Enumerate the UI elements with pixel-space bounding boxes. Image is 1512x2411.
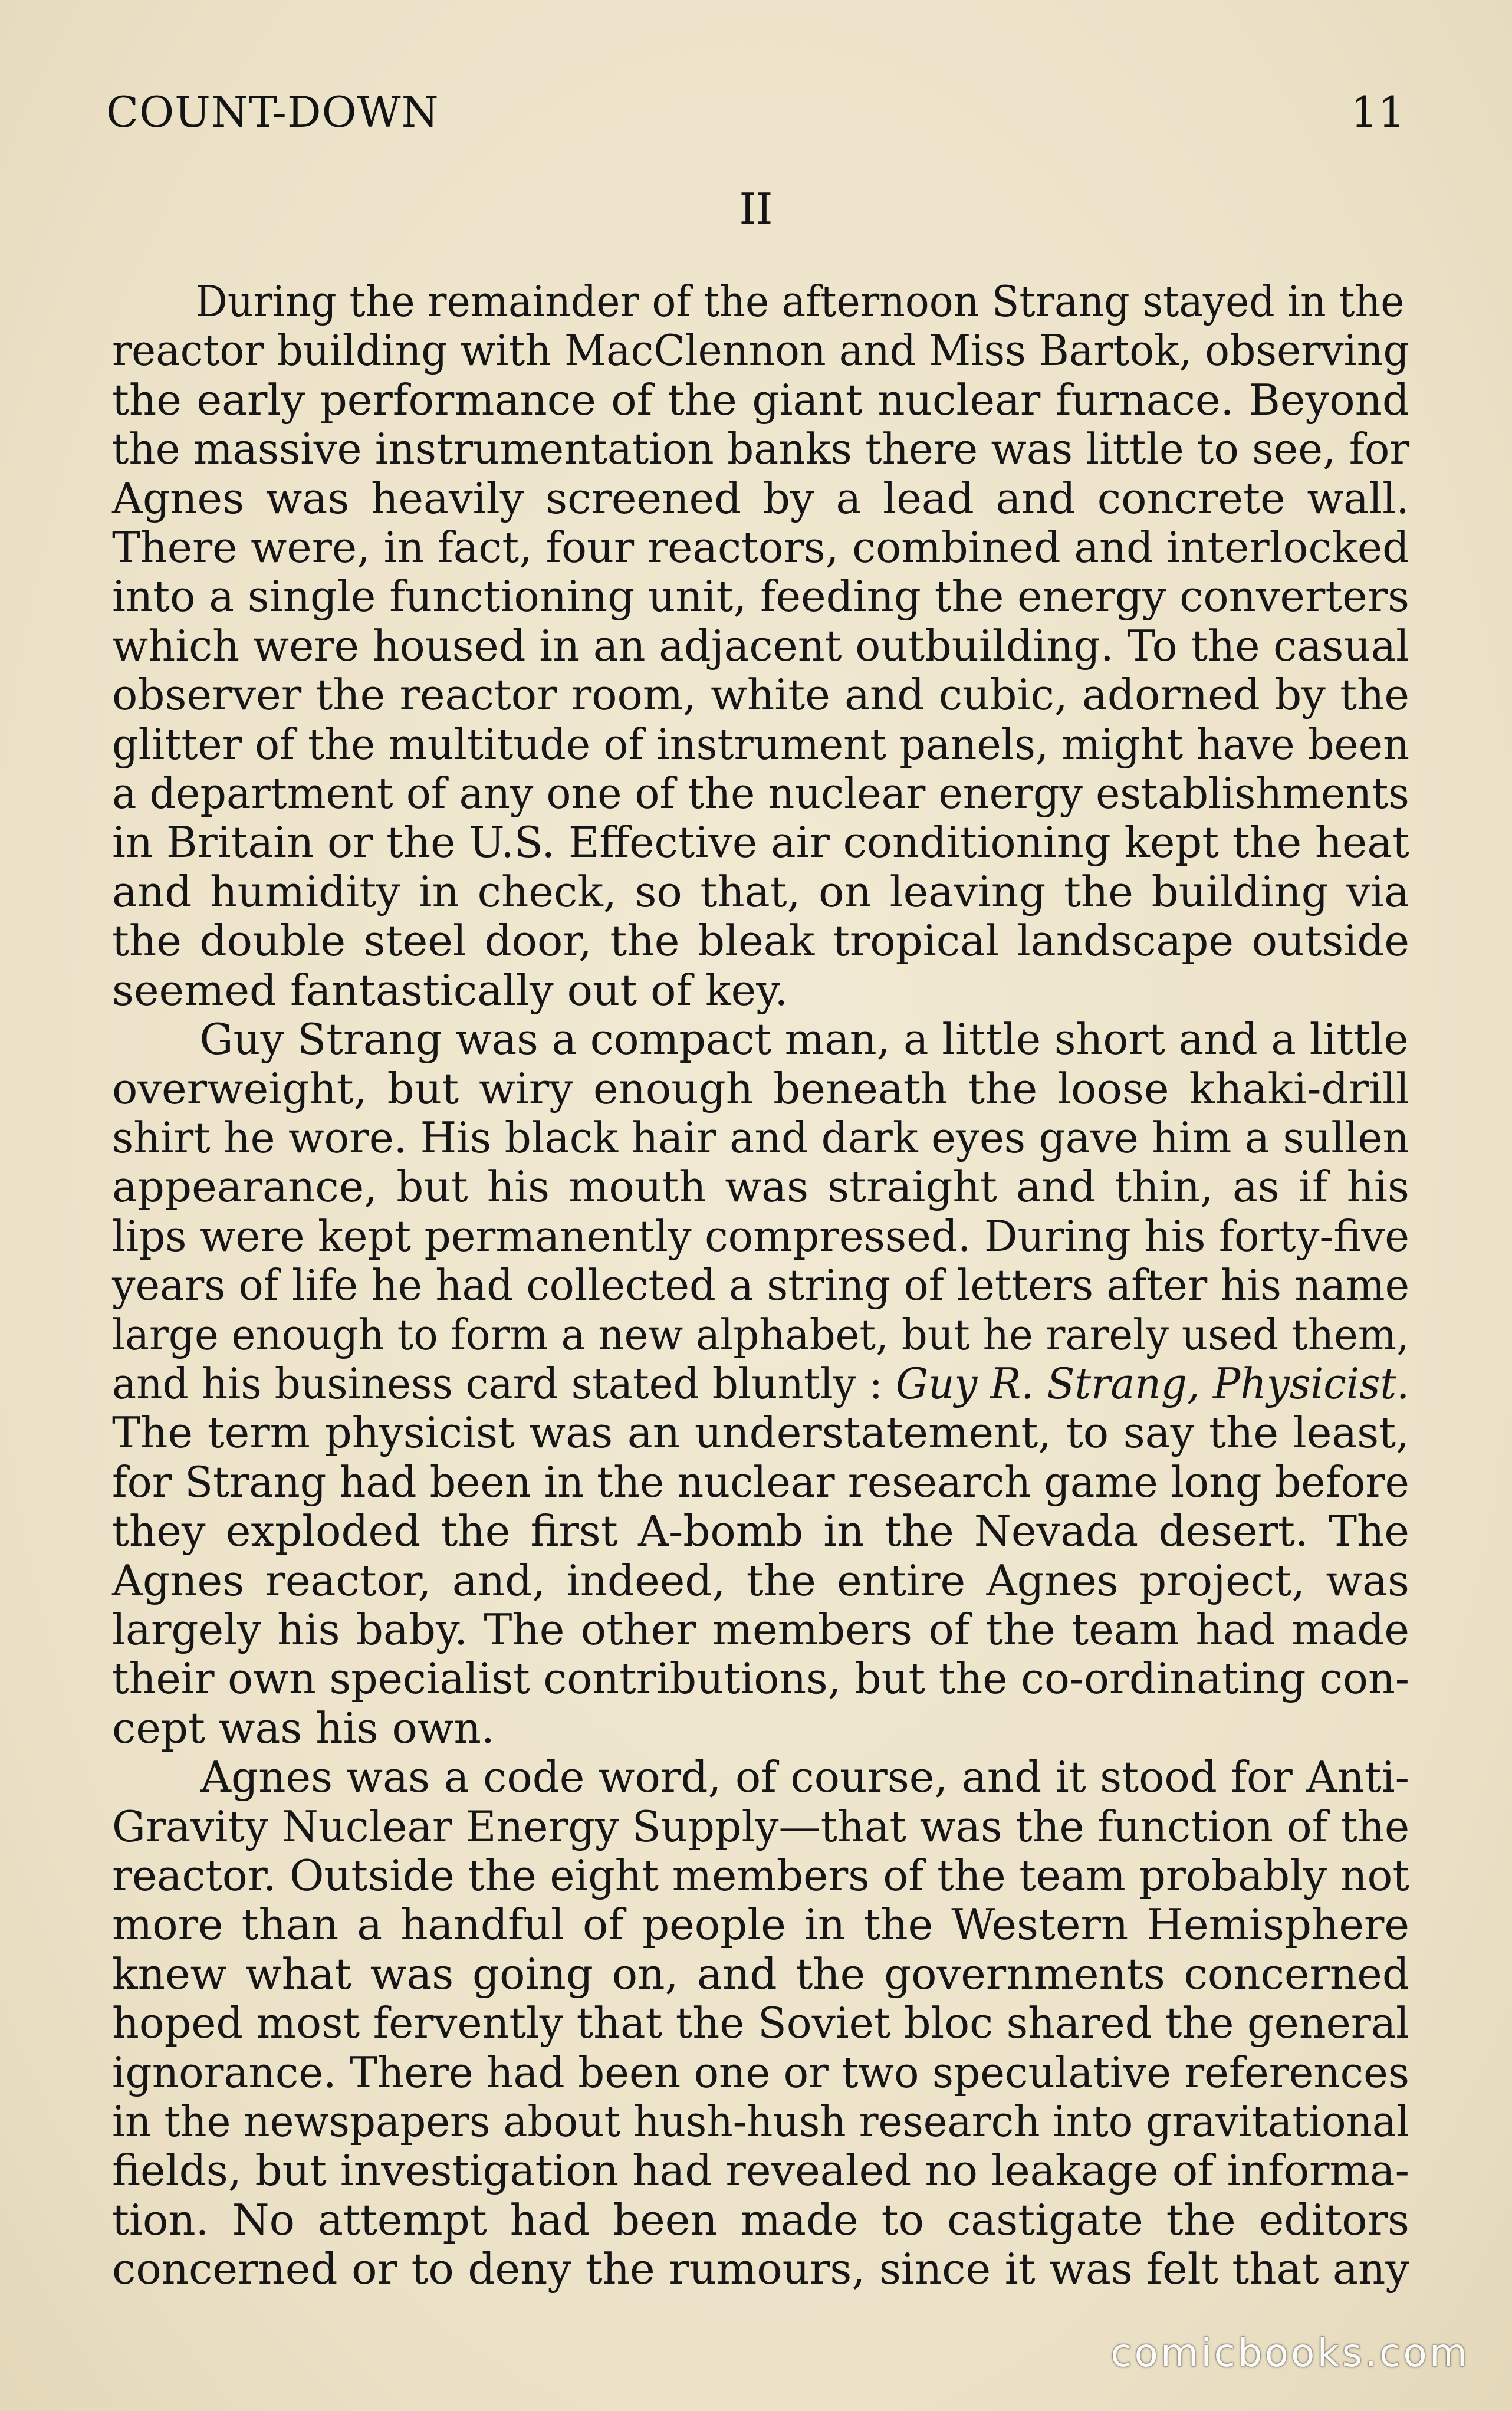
text-line: their own specialist contributions, but the co-ordinating con- [112,1654,1409,1704]
text-line: There were, in fact, four reactors, combined and interlocked [112,523,1409,573]
text-line: concerned or to deny the rumours, since it was felt that any [112,2244,1409,2294]
section-numeral: II [739,184,773,234]
text-line: shirt he wore. His black hair and dark eyes gave him a sullen [112,1112,1409,1162]
text-line: observer the reactor room, white and cubic, adorned by the [112,670,1409,720]
text-line: into a single functioning unit, feeding the energy converters [112,571,1409,622]
text-line: a department of any one of the nuclear energy establishments [112,768,1409,819]
text-line: cept was his own. [112,1703,495,1753]
text-line: reactor. Outside the eight members of the team probably not [112,1851,1409,1900]
text-line-lead: and his business card stated bluntly : [112,1358,896,1408]
text-line: in Britain or the U.S. Effective air conditioning kept the heat [112,817,1409,868]
text-line: the early performance of the giant nuclear furnace. Beyond [112,375,1409,425]
text-line: large enough to form a new alphabet, but he rarely used them, [112,1309,1409,1359]
text-line: The term physicist was an understatement, to say the least, [112,1408,1409,1458]
text-line: and humidity in check, so that, on leaving the building via [112,866,1409,917]
text-line: Guy Strang was a compact man, a little short and a little [199,1014,1409,1065]
text-line: more than a handful of people in the Western Hemisphere [112,1900,1409,1950]
text-line: Agnes was heavily screened by a lead and concrete wall. [112,473,1409,523]
text-line: glitter of the multitude of instrument panels, might have been [112,719,1410,769]
text-line: During the remainder of the afternoon Strang stayed in the [195,277,1405,326]
text-line: hoped most fervently that the Soviet bloc shared the general [112,1998,1409,2048]
body-text [112,277,1409,2294]
text-line: Agnes was a code word, of course, and it stood for Anti- [200,1752,1409,1802]
text-line: tion. No attempt had been made to castigate the editors [112,2195,1409,2245]
paragraph-3 [112,1753,1409,2294]
text-line: reactor building with MacClennon and Miss Bartok, observing [112,326,1409,376]
text-line: Agnes reactor, and, indeed, the entire Agnes project, was [112,1555,1409,1605]
paragraph-1 [112,277,1409,1015]
text-line: years of life he had collected a string of letters after his name [112,1260,1410,1310]
text-line: ignorance. There had been one or two speculative references [112,2047,1410,2097]
text-line: lips were kept permanently compressed. During his forty-five [112,1211,1410,1261]
text-line: the double steel door, the bleak tropical landscape outside [112,916,1409,966]
text-line: the massive instrumentation banks there was little to see, for [112,424,1410,474]
paragraph-2 [112,1015,1409,1753]
running-title: COUNT-DOWN [106,87,439,137]
text-line: fields, but investigation had revealed no leakage of informa- [112,2146,1409,2196]
text-line: overweight, but wiry enough beneath the loose khaki-drill [112,1063,1409,1113]
text-line: appearance, but his mouth was straight and thin, as if his [112,1162,1409,1212]
text-line: seemed fantastically out of key. [112,965,788,1015]
text-line-card [112,1359,1409,1408]
text-line: knew what was going on, and the governments concerned [112,1949,1409,1999]
text-line: Gravity Nuclear Energy Supply—that was the function of the [112,1801,1410,1851]
text-line: for Strang had been in the nuclear research game long before [112,1457,1409,1507]
site-watermark: comicbooks.com [1110,2330,1470,2376]
running-header [106,87,1406,146]
business-card-text: Guy R. Strang, Physicist. [895,1358,1410,1408]
page-number: 11 [1350,87,1406,137]
text-line: which were housed in an adjacent outbuilding. To the casual [112,620,1410,671]
text-line: they exploded the first A-bomb in the Nevada desert. The [112,1506,1409,1556]
text-line: largely his baby. The other members of the team had made [112,1604,1409,1654]
text-line: in the newspapers about hush-hush research into gravitational [112,2097,1410,2147]
